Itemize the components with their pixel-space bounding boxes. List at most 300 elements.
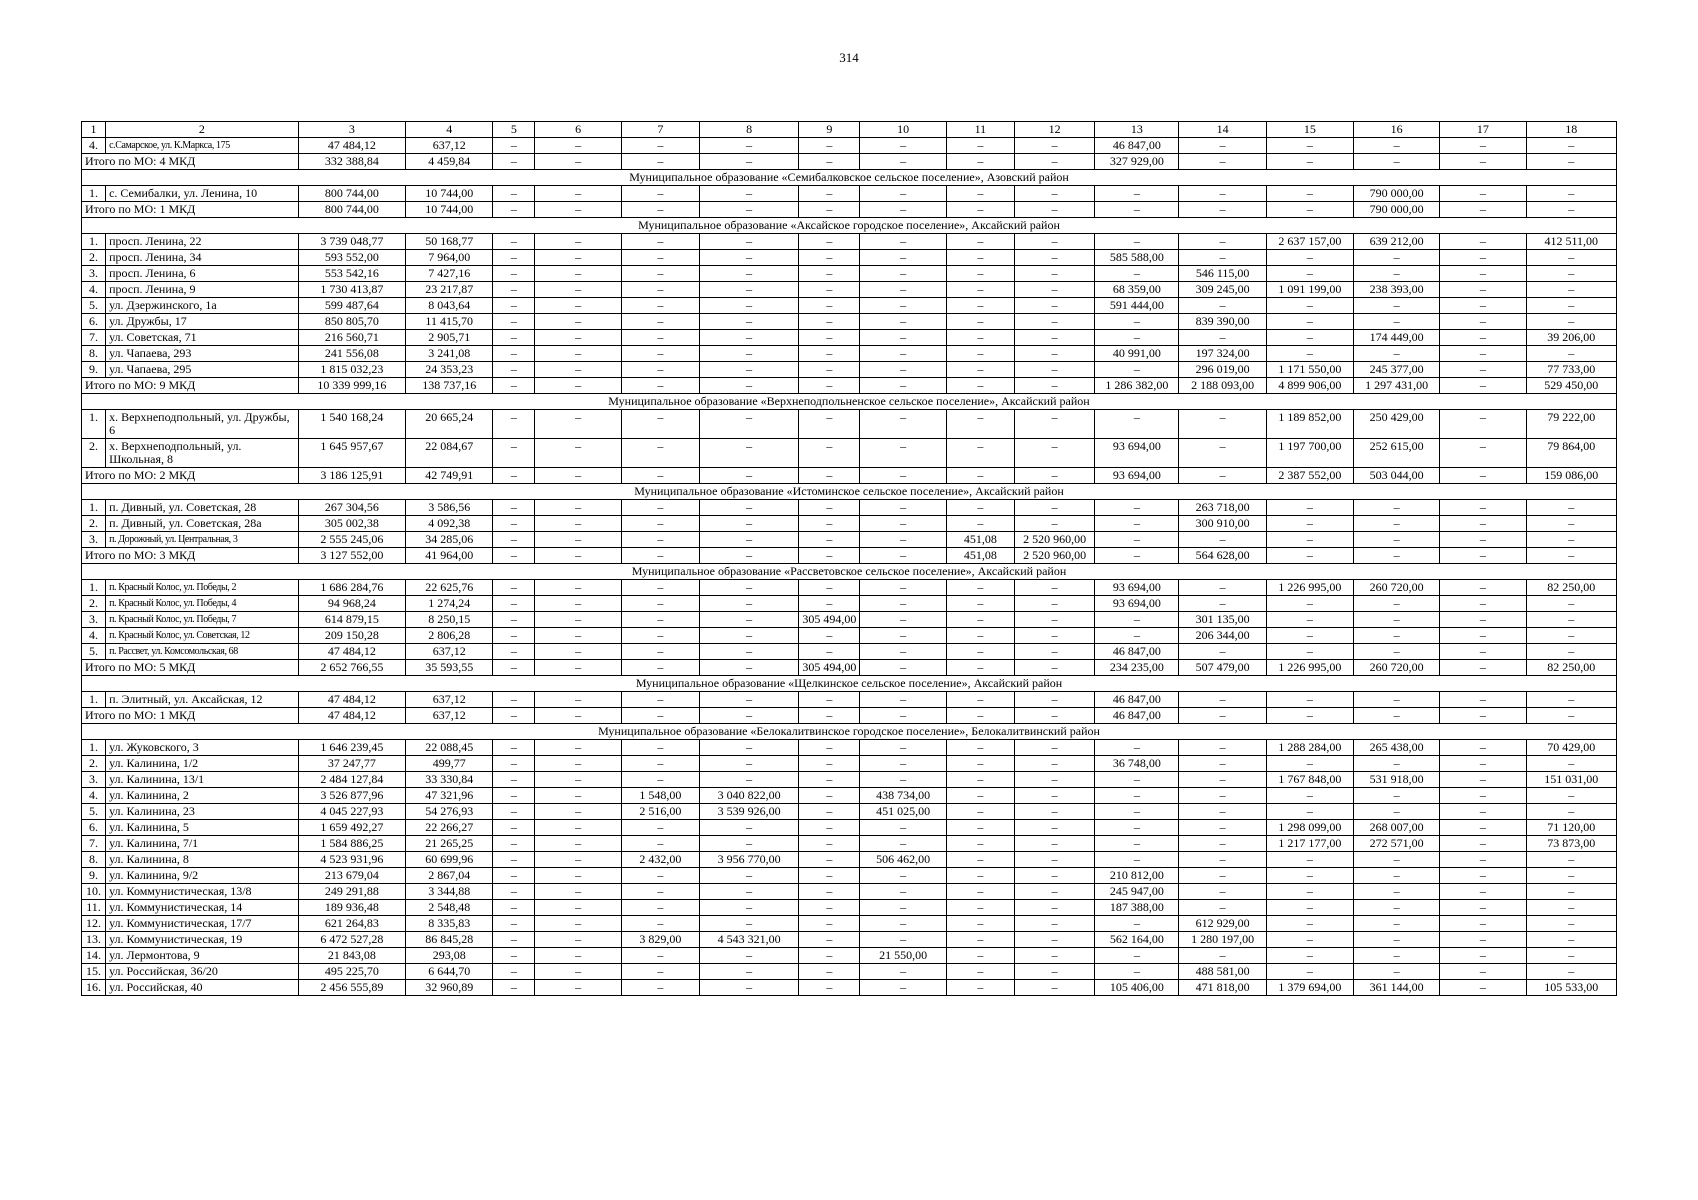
value-cell: – [1266, 852, 1353, 868]
value-cell: – [946, 468, 1014, 484]
value-cell: – [535, 138, 621, 154]
value-cell: – [799, 964, 860, 980]
value-cell: – [799, 186, 860, 202]
value-cell: – [1266, 250, 1353, 266]
value-cell: – [1440, 468, 1526, 484]
value-cell: – [699, 772, 798, 788]
value-cell: 2 188 093,00 [1179, 378, 1266, 394]
value-cell: 591 444,00 [1095, 298, 1179, 314]
value-cell: – [1095, 948, 1179, 964]
value-cell: – [860, 628, 946, 644]
value-cell: – [799, 948, 860, 964]
value-cell: 4 899 906,00 [1266, 378, 1353, 394]
value-cell: – [1179, 439, 1266, 468]
address: п. Дорожный, ул. Центральная, 3 [106, 532, 299, 548]
value-cell: – [1095, 410, 1179, 439]
column-header: 11 [946, 122, 1014, 138]
value-cell: 499,77 [406, 756, 493, 772]
value-cell: 267 304,56 [298, 500, 405, 516]
value-cell: 260 720,00 [1354, 580, 1440, 596]
value-cell: – [1266, 868, 1353, 884]
value-cell: – [799, 202, 860, 218]
value-cell: 22 625,76 [406, 580, 493, 596]
value-cell: – [621, 772, 699, 788]
value-cell: – [946, 500, 1014, 516]
value-cell: – [621, 692, 699, 708]
value-cell: 1 197 700,00 [1266, 439, 1353, 468]
value-cell: – [1095, 330, 1179, 346]
section-title: Муниципальное образование «Верхнеподпольненское сельское поселение», Аксайский район [82, 394, 1617, 410]
value-cell: – [1354, 612, 1440, 628]
row-number: 7. [82, 836, 106, 852]
value-cell: – [1266, 516, 1353, 532]
value-cell: – [621, 500, 699, 516]
value-cell: – [699, 154, 798, 170]
value-cell: – [1179, 884, 1266, 900]
table-row [82, 250, 1617, 266]
value-cell: 593 552,00 [298, 250, 405, 266]
table-row [82, 884, 1617, 900]
section-title: Муниципальное образование «Семибалковское сельское поселение», Азовский район [82, 170, 1617, 186]
address: ул. Лермонтова, 9 [106, 948, 299, 964]
table-row [82, 772, 1617, 788]
total-label: Итого по МО: 3 МКД [82, 548, 299, 564]
value-cell: – [1095, 266, 1179, 282]
table-row [82, 234, 1617, 250]
value-cell: – [1014, 186, 1094, 202]
value-cell: – [1266, 314, 1353, 330]
value-cell: – [1179, 330, 1266, 346]
value-cell: – [1014, 756, 1094, 772]
value-cell: 839 390,00 [1179, 314, 1266, 330]
value-cell: – [946, 314, 1014, 330]
value-cell: – [621, 836, 699, 852]
value-cell: – [860, 346, 946, 362]
value-cell: 213 679,04 [298, 868, 405, 884]
table-row [82, 346, 1617, 362]
value-cell: – [1179, 298, 1266, 314]
value-cell: – [860, 439, 946, 468]
value-cell: – [699, 202, 798, 218]
value-cell: 2 637 157,00 [1266, 234, 1353, 250]
value-cell: – [621, 468, 699, 484]
section-title: Муниципальное образование «Истоминское сельское поселение», Аксайский район [82, 484, 1617, 500]
row-number: 6. [82, 820, 106, 836]
value-cell: 305 494,00 [799, 660, 860, 676]
value-cell: – [946, 900, 1014, 916]
value-cell: – [1526, 628, 1616, 644]
value-cell: – [860, 298, 946, 314]
table-row [82, 532, 1617, 548]
value-cell: – [1266, 756, 1353, 772]
value-cell: – [946, 948, 1014, 964]
value-cell: – [1526, 756, 1616, 772]
value-cell: – [946, 964, 1014, 980]
value-cell: – [1095, 628, 1179, 644]
value-cell: 531 918,00 [1354, 772, 1440, 788]
value-cell: – [860, 836, 946, 852]
value-cell: – [1440, 964, 1526, 980]
value-cell: 46 847,00 [1095, 692, 1179, 708]
value-cell: – [1440, 660, 1526, 676]
address: ул. Коммунистическая, 13/8 [106, 884, 299, 900]
value-cell: 10 744,00 [406, 202, 493, 218]
value-cell: – [860, 250, 946, 266]
value-cell: – [1526, 964, 1616, 980]
value-cell: – [1440, 740, 1526, 756]
value-cell: – [699, 532, 798, 548]
value-cell: – [1014, 439, 1094, 468]
value-cell: – [621, 820, 699, 836]
value-cell: – [535, 346, 621, 362]
value-cell: – [1266, 612, 1353, 628]
value-cell: – [1095, 772, 1179, 788]
value-cell: – [1266, 708, 1353, 724]
value-cell: – [1526, 868, 1616, 884]
value-cell: – [946, 250, 1014, 266]
value-cell: 47 484,12 [298, 692, 405, 708]
column-header: 6 [535, 122, 621, 138]
value-cell: – [1440, 644, 1526, 660]
value-cell: – [1014, 980, 1094, 996]
value-cell: – [535, 532, 621, 548]
value-cell: 296 019,00 [1179, 362, 1266, 378]
value-cell: – [1440, 154, 1526, 170]
value-cell: – [699, 868, 798, 884]
value-cell: – [799, 788, 860, 804]
value-cell: – [1440, 916, 1526, 932]
address: ул. Российская, 40 [106, 980, 299, 996]
value-cell: 3 186 125,91 [298, 468, 405, 484]
value-cell: 197 324,00 [1179, 346, 1266, 362]
value-cell: – [1179, 692, 1266, 708]
value-cell: – [860, 378, 946, 394]
value-cell: – [799, 740, 860, 756]
value-cell: – [1354, 516, 1440, 532]
value-cell: – [1440, 282, 1526, 298]
value-cell: – [699, 964, 798, 980]
value-cell: – [1354, 708, 1440, 724]
value-cell: 2 432,00 [621, 852, 699, 868]
value-cell: 1 730 413,87 [298, 282, 405, 298]
value-cell: – [1440, 346, 1526, 362]
value-cell: – [493, 852, 535, 868]
value-cell: – [621, 708, 699, 724]
value-cell: – [1354, 346, 1440, 362]
value-cell: – [1266, 500, 1353, 516]
value-cell: 1 540 168,24 [298, 410, 405, 439]
value-cell: – [860, 596, 946, 612]
row-number: 7. [82, 330, 106, 346]
value-cell: – [799, 516, 860, 532]
value-cell: – [621, 660, 699, 676]
value-cell: – [946, 596, 1014, 612]
value-cell: 1 298 099,00 [1266, 820, 1353, 836]
value-cell: – [799, 362, 860, 378]
value-cell: 209 150,28 [298, 628, 405, 644]
value-cell: 506 462,00 [860, 852, 946, 868]
value-cell: – [1266, 298, 1353, 314]
section-row [82, 484, 1617, 500]
value-cell: – [1526, 154, 1616, 170]
value-cell: – [1354, 932, 1440, 948]
row-number: 2. [82, 250, 106, 266]
address: ул. Советская, 71 [106, 330, 299, 346]
table-row [82, 868, 1617, 884]
value-cell: – [860, 884, 946, 900]
value-cell: 361 144,00 [1354, 980, 1440, 996]
value-cell: – [621, 900, 699, 916]
row-number: 1. [82, 580, 106, 596]
value-cell: 54 276,93 [406, 804, 493, 820]
value-cell: – [799, 314, 860, 330]
address: ул. Калинина, 2 [106, 788, 299, 804]
value-cell: – [1266, 266, 1353, 282]
value-cell: 1 189 852,00 [1266, 410, 1353, 439]
value-cell: 4 459,84 [406, 154, 493, 170]
value-cell: – [493, 820, 535, 836]
address: п. Красный Колос, ул. Победы, 4 [106, 596, 299, 612]
value-cell: – [493, 740, 535, 756]
value-cell: – [799, 548, 860, 564]
value-cell: 3 586,56 [406, 500, 493, 516]
address: ул. Чапаева, 295 [106, 362, 299, 378]
table-row [82, 516, 1617, 532]
value-cell: – [621, 868, 699, 884]
value-cell: 245 377,00 [1354, 362, 1440, 378]
column-header: 14 [1179, 122, 1266, 138]
value-cell: 4 523 931,96 [298, 852, 405, 868]
value-cell: – [535, 980, 621, 996]
value-cell: – [1266, 788, 1353, 804]
value-cell: – [1014, 932, 1094, 948]
row-number: 12. [82, 916, 106, 932]
value-cell: – [493, 532, 535, 548]
value-cell: – [1266, 804, 1353, 820]
value-cell: – [1014, 836, 1094, 852]
value-cell: 7 964,00 [406, 250, 493, 266]
address: ул. Коммунистическая, 17/7 [106, 916, 299, 932]
value-cell: 60 699,96 [406, 852, 493, 868]
value-cell: – [1095, 788, 1179, 804]
value-cell: – [1440, 138, 1526, 154]
value-cell: – [535, 884, 621, 900]
value-cell: 1 659 492,27 [298, 820, 405, 836]
value-cell: – [535, 596, 621, 612]
value-cell: 637,12 [406, 708, 493, 724]
value-cell: 1 686 284,76 [298, 580, 405, 596]
column-header: 12 [1014, 122, 1094, 138]
row-number: 2. [82, 596, 106, 612]
row-number: 14. [82, 948, 106, 964]
value-cell: – [1440, 628, 1526, 644]
value-cell: – [1095, 964, 1179, 980]
value-cell: 71 120,00 [1526, 820, 1616, 836]
value-cell: – [799, 468, 860, 484]
value-cell: – [1354, 548, 1440, 564]
value-cell: – [946, 330, 1014, 346]
value-cell: – [621, 884, 699, 900]
row-number: 3. [82, 612, 106, 628]
value-cell: – [535, 868, 621, 884]
address: ул. Дзержинского, 1а [106, 298, 299, 314]
value-cell: – [1014, 740, 1094, 756]
row-number: 3. [82, 266, 106, 282]
value-cell: – [493, 362, 535, 378]
address: просп. Ленина, 6 [106, 266, 299, 282]
address: ул. Калинина, 9/2 [106, 868, 299, 884]
value-cell: 250 429,00 [1354, 410, 1440, 439]
table-row [82, 980, 1617, 996]
value-cell: 46 847,00 [1095, 644, 1179, 660]
value-cell: – [946, 410, 1014, 439]
value-cell: – [621, 282, 699, 298]
value-cell: – [1179, 788, 1266, 804]
value-cell: – [799, 868, 860, 884]
row-number: 3. [82, 532, 106, 548]
table-row [82, 500, 1617, 516]
value-cell: – [1179, 772, 1266, 788]
value-cell: 11 415,70 [406, 314, 493, 330]
value-cell: – [1266, 596, 1353, 612]
value-cell: – [1354, 250, 1440, 266]
address: просп. Ленина, 9 [106, 282, 299, 298]
value-cell: 637,12 [406, 138, 493, 154]
value-cell: – [493, 948, 535, 964]
value-cell: – [860, 980, 946, 996]
value-cell: – [621, 250, 699, 266]
value-cell: – [699, 948, 798, 964]
value-cell: – [1354, 868, 1440, 884]
value-cell: – [946, 186, 1014, 202]
address: ул. Калинина, 8 [106, 852, 299, 868]
value-cell: – [946, 804, 1014, 820]
value-cell: – [493, 266, 535, 282]
value-cell: – [1354, 788, 1440, 804]
row-number: 16. [82, 980, 106, 996]
value-cell: – [493, 900, 535, 916]
value-cell: – [860, 932, 946, 948]
value-cell: – [1440, 202, 1526, 218]
row-number: 13. [82, 932, 106, 948]
total-label: Итого по МО: 5 МКД [82, 660, 299, 676]
value-cell: – [1526, 884, 1616, 900]
value-cell: – [1526, 692, 1616, 708]
value-cell: – [1014, 314, 1094, 330]
row-number: 1. [82, 692, 106, 708]
value-cell: 1 646 239,45 [298, 740, 405, 756]
value-cell: – [1014, 868, 1094, 884]
value-cell: – [1266, 628, 1353, 644]
value-cell: – [1095, 314, 1179, 330]
value-cell: – [1179, 138, 1266, 154]
value-cell: – [1179, 468, 1266, 484]
value-cell: – [1095, 820, 1179, 836]
value-cell: – [621, 612, 699, 628]
value-cell: 77 733,00 [1526, 362, 1616, 378]
address: просп. Ленина, 22 [106, 234, 299, 250]
value-cell: – [1179, 644, 1266, 660]
value-cell: 21 265,25 [406, 836, 493, 852]
value-cell: 105 406,00 [1095, 980, 1179, 996]
value-cell: – [535, 298, 621, 314]
value-cell: – [699, 298, 798, 314]
value-cell: – [799, 138, 860, 154]
value-cell: 36 748,00 [1095, 756, 1179, 772]
value-cell: – [946, 740, 1014, 756]
value-cell: – [860, 772, 946, 788]
value-cell: – [699, 756, 798, 772]
row-number: 9. [82, 362, 106, 378]
value-cell: 265 438,00 [1354, 740, 1440, 756]
value-cell: 46 847,00 [1095, 138, 1179, 154]
value-cell: – [1179, 202, 1266, 218]
value-cell: – [860, 580, 946, 596]
value-cell: – [699, 916, 798, 932]
value-cell: – [535, 660, 621, 676]
value-cell: – [1014, 330, 1094, 346]
value-cell: 1 226 995,00 [1266, 660, 1353, 676]
value-cell: – [860, 900, 946, 916]
value-cell: – [946, 202, 1014, 218]
value-cell: – [1440, 820, 1526, 836]
column-header: 1 [82, 122, 106, 138]
value-cell: – [535, 708, 621, 724]
row-number: 10. [82, 884, 106, 900]
value-cell: 238 393,00 [1354, 282, 1440, 298]
value-cell: – [535, 740, 621, 756]
column-header: 5 [493, 122, 535, 138]
value-cell: 471 818,00 [1179, 980, 1266, 996]
value-cell: – [1526, 186, 1616, 202]
value-cell: 40 991,00 [1095, 346, 1179, 362]
value-cell: – [699, 660, 798, 676]
value-cell: – [1440, 756, 1526, 772]
value-cell: 105 533,00 [1526, 980, 1616, 996]
section-row [82, 170, 1617, 186]
table-row [82, 804, 1617, 820]
value-cell: – [799, 932, 860, 948]
value-cell: 305 494,00 [799, 612, 860, 628]
value-cell: 187 388,00 [1095, 900, 1179, 916]
row-number: 8. [82, 852, 106, 868]
column-header: 3 [298, 122, 405, 138]
value-cell: – [699, 439, 798, 468]
row-number: 2. [82, 439, 106, 468]
value-cell: – [946, 932, 1014, 948]
section-row [82, 724, 1617, 740]
table-row [82, 932, 1617, 948]
table-row [82, 852, 1617, 868]
address: х. Верхнеподпольный, ул. Дружбы, 6 [106, 410, 299, 439]
value-cell: – [860, 500, 946, 516]
value-cell: – [1354, 804, 1440, 820]
value-cell: – [860, 516, 946, 532]
address: п. Дивный, ул. Советская, 28 [106, 500, 299, 516]
table-row [82, 964, 1617, 980]
value-cell: – [1354, 532, 1440, 548]
value-cell: 3 127 552,00 [298, 548, 405, 564]
value-cell: 2 905,71 [406, 330, 493, 346]
address: п. Рассвет, ул. Комсомольская, 68 [106, 644, 299, 660]
value-cell: – [621, 138, 699, 154]
value-cell: – [1014, 788, 1094, 804]
value-cell: – [493, 868, 535, 884]
value-cell: – [1440, 772, 1526, 788]
address: ул. Калинина, 23 [106, 804, 299, 820]
address: с.Самарское, ул. К.Маркса, 175 [106, 138, 299, 154]
value-cell: 268 007,00 [1354, 820, 1440, 836]
